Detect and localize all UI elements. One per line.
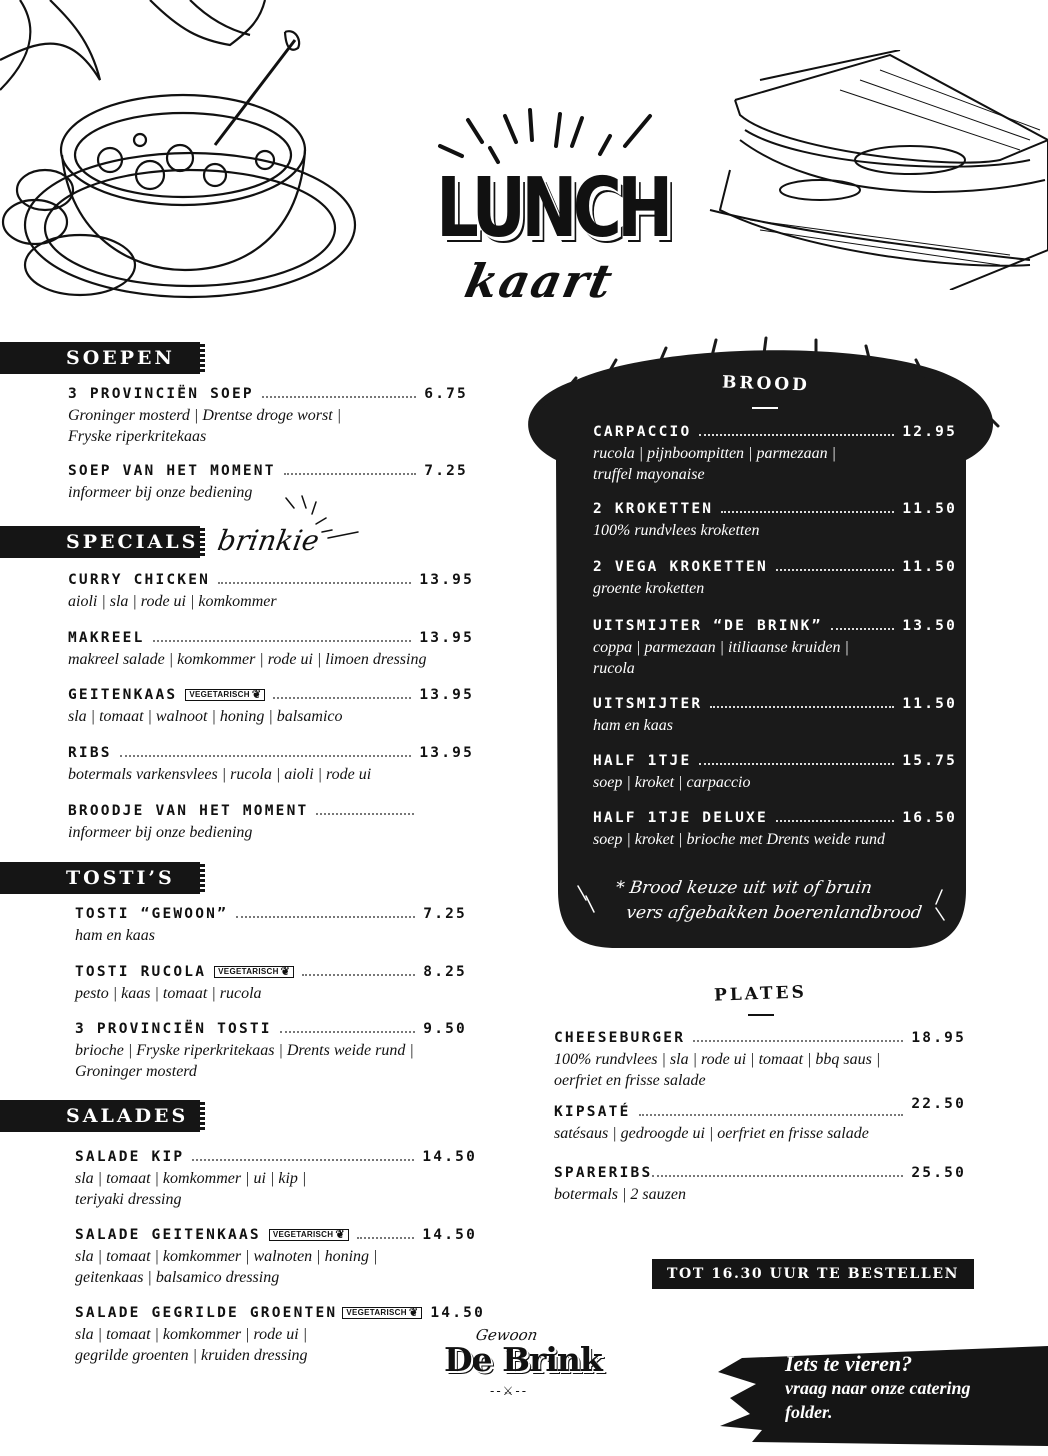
title-underline [748, 1014, 774, 1016]
item-desc: informeer bij onze bediening [68, 484, 253, 501]
item-name: UITSMIJTER “DE BRINK” [593, 618, 823, 634]
item-name: SALADE GEITENKAAS [75, 1227, 261, 1243]
item-desc: pesto | kaas | tomaat | rucola [75, 985, 262, 1002]
leaf-icon: ❦ [251, 689, 262, 701]
menu-item [75, 964, 467, 1004]
item-price: 13.95 [419, 572, 474, 588]
menu-item [593, 424, 957, 485]
item-desc: Groninger mosterd | Drentse droge worst | [68, 407, 342, 424]
menu-item [554, 1165, 966, 1205]
item-desc: rucola | pijnboompitten | parmezaan | [593, 445, 836, 462]
item-name: 2 KROKETTEN [593, 501, 714, 517]
section-banner-tostis: TOSTI’S [0, 862, 200, 894]
lunch-title: LUNCH [436, 161, 669, 256]
menu-item [593, 501, 957, 541]
item-desc: soep | kroket | carpaccio [593, 774, 751, 791]
item-price: 18.95 [911, 1030, 966, 1046]
menu-item [554, 1030, 966, 1091]
item-name: KIPSATÉ [554, 1104, 631, 1120]
soup-bowl-illustration [0, 0, 360, 310]
vegetarian-badge: VEGETARISCH ❦ [342, 1307, 422, 1319]
item-name: SALADE GEGRILDE GROENTEN [75, 1305, 338, 1321]
item-name: SPARERIBS [554, 1165, 653, 1181]
item-desc: rucola [593, 660, 635, 677]
item-price: 7.25 [423, 906, 467, 922]
item-price: 13.95 [419, 745, 474, 761]
item-price: 15.75 [902, 753, 957, 769]
item-desc: sla | tomaat | komkommer | ui | kip | [75, 1170, 307, 1187]
de-brink-logo [442, 1326, 618, 1406]
item-name: RIBS [68, 745, 112, 761]
menu-item [593, 618, 957, 679]
menu-item [75, 906, 467, 946]
item-desc: botermals | 2 sauzen [554, 1186, 686, 1203]
item-price: 14.50 [422, 1227, 477, 1243]
item-price: 25.50 [911, 1165, 966, 1181]
item-name: CURRY CHICKEN [68, 572, 211, 588]
title-underline [752, 407, 778, 409]
vegetarian-badge: VEGETARISCH ❦ [185, 689, 265, 701]
item-name: TOSTI RUCOLA [75, 964, 207, 980]
menu-item [68, 572, 474, 612]
item-desc: aioli | sla | rode ui | komkommer [68, 593, 277, 610]
item-price: 16.50 [902, 810, 957, 826]
item-name: MAKREEL [68, 630, 145, 646]
item-name: GEITENKAAS [68, 687, 178, 703]
item-name: HALF 1TJE [593, 753, 692, 769]
menu-item [593, 753, 957, 793]
leaf-icon: ❦ [280, 966, 291, 978]
item-price: 22.50 [911, 1096, 966, 1112]
item-price: 13.95 [419, 687, 474, 703]
item-name: 2 VEGA KROKETTEN [593, 559, 768, 575]
item-name: HALF 1TJE DELUXE [593, 810, 768, 826]
item-name: CARPACCIO [593, 424, 692, 440]
item-desc: truffel mayonaise [593, 466, 705, 483]
vegetarian-badge: VEGETARISCH ❦ [269, 1229, 349, 1241]
menu-item [68, 745, 474, 785]
catering-text [785, 1352, 971, 1424]
section-banner-salades: SALADES [0, 1100, 200, 1132]
item-desc: groente kroketten [593, 580, 705, 597]
menu-item [593, 810, 957, 850]
item-desc: satésaus | gedroogde ui | oerfriet en frisse salade [554, 1125, 869, 1142]
logo-cutlery-icon: -‑⚔‑- [490, 1384, 529, 1398]
item-desc: informeer bij onze bediening [68, 824, 253, 841]
catering-headline: Iets te vieren? [785, 1351, 913, 1376]
item-desc: brioche | Fryske riperkritekaas | Drents weide rund | [75, 1042, 414, 1059]
item-desc: ham en kaas [593, 717, 673, 734]
brinkie-script: brinkie [215, 524, 322, 557]
item-price: 14.50 [422, 1149, 477, 1165]
item-name: CHEESEBURGER [554, 1030, 686, 1046]
menu-item [593, 559, 957, 599]
section-banner-soepen: SOEPEN [0, 342, 200, 374]
item-desc: Groninger mosterd [75, 1063, 197, 1080]
order-until-banner: TOT 16.30 UUR TE BESTELLEN [652, 1259, 974, 1289]
vegetarian-badge: VEGETARISCH ❦ [214, 966, 294, 978]
menu-item [68, 386, 468, 447]
kaart-script-title: kaart [460, 254, 619, 308]
item-desc: coppa | parmezaan | itiliaanse kruiden | [593, 639, 849, 656]
item-price: 11.50 [902, 696, 957, 712]
item-price: 9.50 [423, 1021, 467, 1037]
menu-item [554, 1096, 966, 1144]
menu-item [75, 1021, 467, 1082]
item-desc: Fryske riperkritekaas [68, 428, 207, 445]
item-name: UITSMIJTER [593, 696, 703, 712]
item-desc: gegrilde groenten | kruiden dressing [75, 1347, 308, 1364]
item-name: TOSTI “GEWOON” [75, 906, 229, 922]
item-price: 11.50 [902, 559, 957, 575]
note-line: * Brood keuze uit wit of bruin [614, 878, 874, 898]
item-name: SOEP VAN HET MOMENT [68, 463, 276, 479]
item-desc: ham en kaas [75, 927, 155, 944]
sandwich-illustration [700, 50, 1048, 290]
sparkle-decoration [282, 494, 362, 550]
brood-note [610, 876, 926, 926]
item-name: BROODJE VAN HET MOMENT [68, 803, 309, 819]
menu-item [75, 1305, 486, 1366]
menu-item [75, 1227, 477, 1288]
menu-item [68, 803, 414, 843]
item-price: 11.50 [902, 501, 957, 517]
catering-line: vraag naar onze catering [785, 1378, 971, 1398]
leaf-icon: ❦ [408, 1307, 419, 1319]
menu-item [68, 463, 468, 503]
menu-item [68, 687, 474, 727]
item-desc: 100% rundvlees kroketten [593, 522, 760, 539]
catering-line: folder. [785, 1402, 833, 1422]
item-price: 14.50 [430, 1305, 486, 1321]
item-desc: 100% rundvlees | sla | rode ui | tomaat | bbq saus | [554, 1051, 881, 1068]
item-desc: oerfriet en frisse salade [554, 1072, 706, 1089]
item-desc: sla | tomaat | komkommer | walnoten | honing | [75, 1248, 378, 1265]
item-price: 7.25 [424, 463, 468, 479]
menu-item [593, 696, 957, 736]
item-name: 3 PROVINCIËN TOSTI [75, 1021, 272, 1037]
item-price: 12.95 [902, 424, 957, 440]
leaf-icon: ❦ [335, 1229, 345, 1241]
item-name: 3 PROVINCIËN SOEP [68, 386, 254, 402]
item-desc: soep | kroket | brioche met Drents weide rund [593, 831, 885, 848]
menu-item [68, 630, 474, 670]
item-name: SALADE KIP [75, 1149, 185, 1165]
logo-script: Gewoon [474, 1326, 540, 1344]
item-price: 13.95 [419, 630, 474, 646]
logo-name: De Brink [444, 1340, 602, 1379]
note-line: vers afgebakken boerenlandbrood [624, 903, 924, 923]
section-banner-specials: SPECIALS [0, 526, 200, 558]
item-desc: geitenkaas | balsamico dressing [75, 1269, 280, 1286]
item-price: 13.50 [902, 618, 957, 634]
plates-title: PLATES [713, 982, 808, 1006]
item-price: 6.75 [424, 386, 468, 402]
item-desc: botermals varkensvlees | rucola | aioli | rode ui [68, 766, 372, 783]
item-desc: sla | tomaat | walnoot | honing | balsamico [68, 708, 343, 725]
brood-title: BROOD [721, 372, 811, 396]
menu-item [75, 1149, 477, 1210]
item-desc: makreel salade | komkommer | rode ui | limoen dressing [68, 651, 427, 668]
item-desc: sla | tomaat | komkommer | rode ui | [75, 1326, 308, 1343]
item-desc: teriyaki dressing [75, 1191, 182, 1208]
item-price: 8.25 [423, 964, 467, 980]
